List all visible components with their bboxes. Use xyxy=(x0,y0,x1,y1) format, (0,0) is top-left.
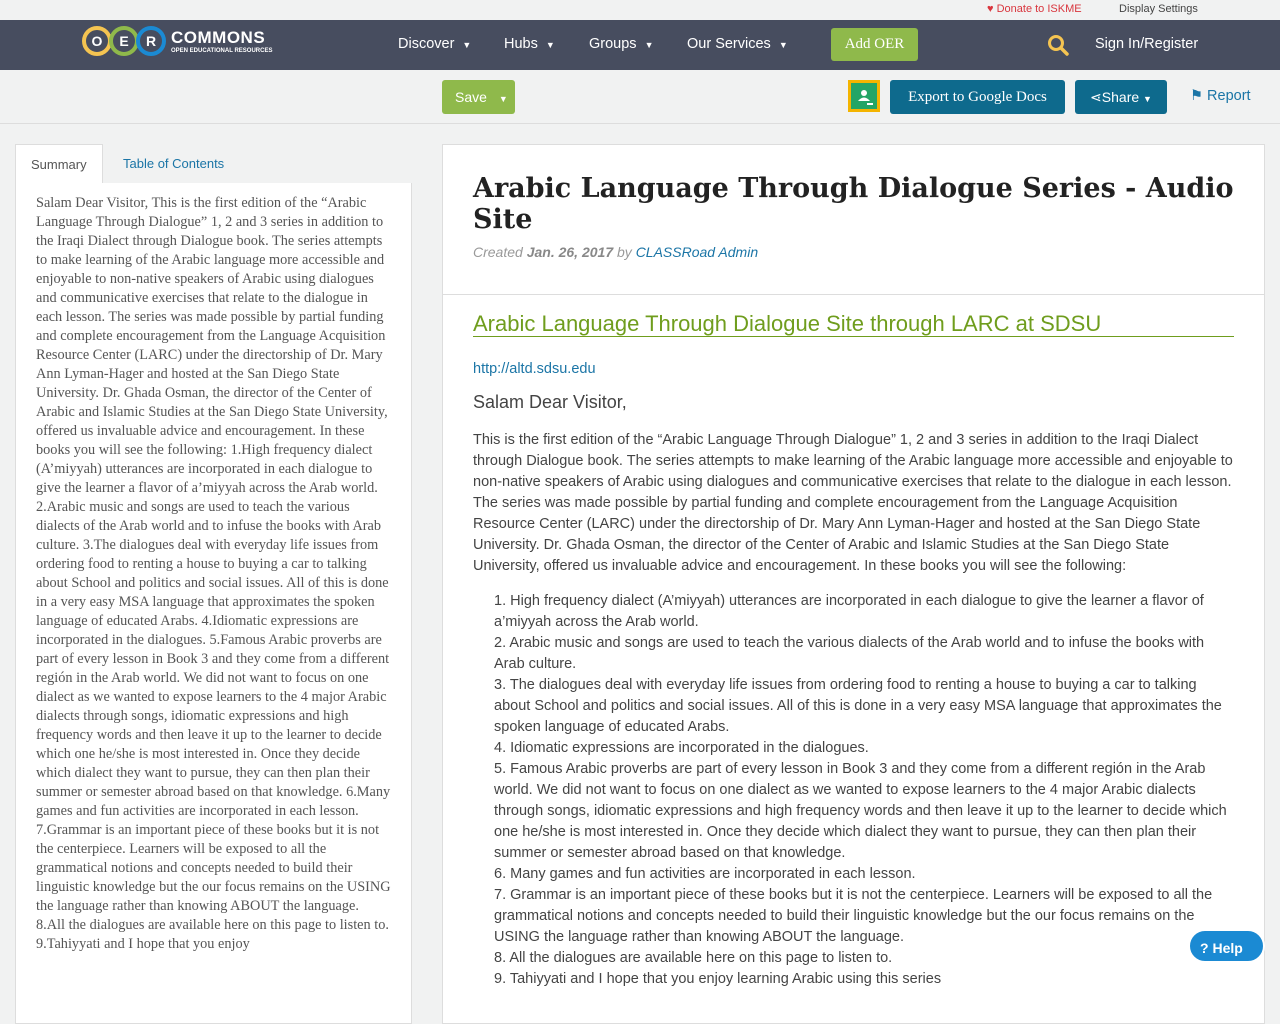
chevron-down-icon: ▼ xyxy=(462,40,472,50)
export-google-docs-button[interactable]: Export to Google Docs xyxy=(890,80,1065,114)
sign-in-link[interactable]: Sign In/Register xyxy=(1095,36,1199,52)
summary-text: Salam Dear Visitor, This is the first edition of the “Arabic Language Through Dialogue” 1, 2 and 3 series in addition to the Iraqi Dialect through Dialogue book. The series attempts to make learning of the Arabic language more accessible and enjoyable to non-native speakers of Arabic using dialogues and communicative exercises that relate to the dialogue in each lesson. The series was made possible by partial funding and complete encouragement from the Language Acquisition Resource Center (LARC) under the directorship of Dr. Mary Ann Lyman-Hager and hosted at the San Diego State University. Dr. Ghada Osman, the director of the Center of Arabic and Islamic Studies at the San Diego State University, offered us invaluable advice and encouragement. In these books you will see the following: 1.High frequency dialect (A’miyyah) utterances are incorporated in each dialogue to give the learner a flavor of a’miyyah across the Arab world. 2.Arabic music and songs are used to teach the various dialects of the Arab world and to infuse the books with Arab culture. 3.The dialogues deal with everyday life issues from ordering food to renting a house to buying a car to talking about School and politics and social issues. All of this is done in a very easy MSA language that approximates the spoken language of educated Arabs. 4.Idiomatic expressions are incorporated in the dialogues. 5.Famous Arabic proverbs are part of every lesson in Book 3 and they come from a different región in the Arab world. We did not want to focus on one dialect as we wanted to expose learners to the 4 major Arabic dialects through songs, idiomatic expressions and high frequency words and then leave it up to the learner to decide which one he/she is most interested in. Once they decide which dialect they want to pursue, they can then plan their summer or semester abroad based on that knowledge. 6.Many games and fun activities are incorporated in each lesson. 7.Grammar is an important piece of these books but it is not the centerpiece. Learners will be exposed to all the grammatical notions and concepts needed to build their linguistic knowledge but the our focus remains on the USING the language rather than knowing ABOUT the language. 8.All the dialogues are available here on this page to listen to. 9.Tahiyyati and I hope that you enjoy xyxy=(36,195,391,952)
report-label: Report xyxy=(1207,88,1251,104)
created-meta xyxy=(473,244,1234,260)
donate-link[interactable] xyxy=(987,3,1082,15)
list-item: 1. High frequency dialect (A’miyyah) utterances are incorporated in each dialogue to give the learner a flavor of a’miyyah across the Arab world. xyxy=(494,593,1204,630)
created-label: Created xyxy=(473,244,523,260)
resource-card xyxy=(442,144,1265,1024)
heart-icon: ♥ xyxy=(987,3,994,15)
help-label: Help xyxy=(1212,940,1243,956)
list-item: 4. Idiomatic expressions are incorporated in the dialogues. xyxy=(494,740,869,756)
search-icon[interactable] xyxy=(1047,34,1069,61)
features-list xyxy=(473,591,1234,990)
logo-o: O xyxy=(82,26,112,56)
caret-down-icon: ▼ xyxy=(1143,94,1152,104)
help-icon: ? xyxy=(1200,940,1209,956)
list-item: 8. All the dialogues are available here on this page to listen to. xyxy=(494,950,893,966)
list-item: 7. Grammar is an important piece of these books but it is not the centerpiece. Learners will be exposed to all the grammatical notions and concepts needed to build their linguistic knowledge but the our focus remains on the USING the language rather than knowing ABOUT the language. xyxy=(494,887,1213,945)
save-label: Save xyxy=(455,89,487,105)
section-heading: Arabic Language Through Dialogue Site through LARC at SDSU xyxy=(473,313,1234,337)
logo-r: R xyxy=(136,26,166,56)
intro-paragraph: This is the first edition of the “Arabic Language Through Dialogue” 1, 2 and 3 series in addition to the Iraqi Dialect through Dialogue book. The series attempts to make learning of the Arabic language more accessible and enjoyable to non-native speakers of Arabic using dialogues and communicative exercises that relate to the dialogue in each lesson. The series was made possible by partial funding and complete encouragement from the Language Acquisition Resource Center (LARC) under the directorship of Dr. Mary Ann Lyman-Hager and hosted at the San Diego State University. Dr. Ghada Osman, the director of the Center of Arabic and Islamic Studies at the San Diego State University, offered us invaluable advice and encouragement. In these books you will see the following: xyxy=(473,432,1233,574)
list-item: 9. Tahiyyati and I hope that you enjoy learning Arabic using this series xyxy=(494,971,942,987)
resource-url-link[interactable]: http://altd.sdsu.edu xyxy=(473,361,596,377)
nav-hubs[interactable] xyxy=(504,36,555,52)
nav-label: Our Services xyxy=(687,36,771,52)
chevron-down-icon: ▼ xyxy=(778,40,788,50)
display-settings-link[interactable]: Display Settings xyxy=(1119,3,1198,15)
chevron-down-icon: ▼ xyxy=(545,40,555,50)
created-date: Jan. 26, 2017 xyxy=(526,244,614,260)
greeting: Salam Dear Visitor, xyxy=(473,392,627,412)
list-item: 5. Famous Arabic proverbs are part of every lesson in Book 3 and they come from a different región in the Arab world. We did not want to focus on one dialect as we wanted to expose learners to the 4 major Arabic dialects through songs, idiomatic expressions and high frequency words and then leave it up to the learner to decide which one he/she is most interested in. Once they decide which dialect they want to pursue, they can then plan their summer or semester abroad based on that knowledge. xyxy=(494,761,1227,861)
resource-toolbar xyxy=(0,70,1280,124)
tab-table-of-contents[interactable]: Table of Contents xyxy=(123,156,225,171)
logo-e: E xyxy=(109,26,139,56)
author-link[interactable]: CLASSRoad Admin xyxy=(635,244,759,260)
sidebar-tabs xyxy=(15,144,412,184)
nav-our-services[interactable] xyxy=(687,36,788,52)
share-button[interactable] xyxy=(1075,80,1167,114)
chevron-down-icon: ▼ xyxy=(644,40,654,50)
nav-label: Discover xyxy=(398,36,455,52)
nav-discover[interactable] xyxy=(398,36,471,52)
summary-panel xyxy=(15,183,412,1024)
donate-label: Donate to ISKME xyxy=(996,3,1082,15)
utility-bar xyxy=(0,0,1280,20)
share-icon: ⋖ xyxy=(1090,89,1102,105)
caret-down-icon: ▼ xyxy=(498,94,508,104)
list-item: 2. Arabic music and songs are used to teach the various dialects of the Arab world and to infuse the books with Arab culture. xyxy=(494,635,1205,672)
nav-label: Hubs xyxy=(504,36,538,52)
google-classroom-icon[interactable] xyxy=(848,80,880,112)
help-button[interactable] xyxy=(1188,929,1265,963)
share-label: Share xyxy=(1101,89,1140,105)
logo-tagline: OPEN EDUCATIONAL RESOURCES xyxy=(171,48,273,54)
list-item: 3. The dialogues deal with everyday life issues from ordering food to renting a house to buying a car to talking about School and politics and social issues. All of this is done in a very easy MSA language that approximates the spoken language of educated Arabs. xyxy=(494,677,1222,735)
nav-groups[interactable] xyxy=(589,36,653,52)
oer-commons-logo[interactable] xyxy=(82,26,272,56)
logo-name: COMMONS xyxy=(171,28,266,47)
nav-label: Groups xyxy=(589,36,637,52)
add-oer-button[interactable]: Add OER xyxy=(831,28,918,61)
flag-icon: ⚑ xyxy=(1190,88,1203,104)
list-item: 6. Many games and fun activities are incorporated in each lesson. xyxy=(494,866,916,882)
tab-summary[interactable]: Summary xyxy=(15,144,103,184)
main-nav xyxy=(0,20,1280,70)
by-label: by xyxy=(617,244,632,260)
save-button[interactable] xyxy=(442,80,515,114)
report-link[interactable] xyxy=(1190,88,1251,104)
page-title: Arabic Language Through Dialogue Series - Audio Site xyxy=(473,173,1234,235)
